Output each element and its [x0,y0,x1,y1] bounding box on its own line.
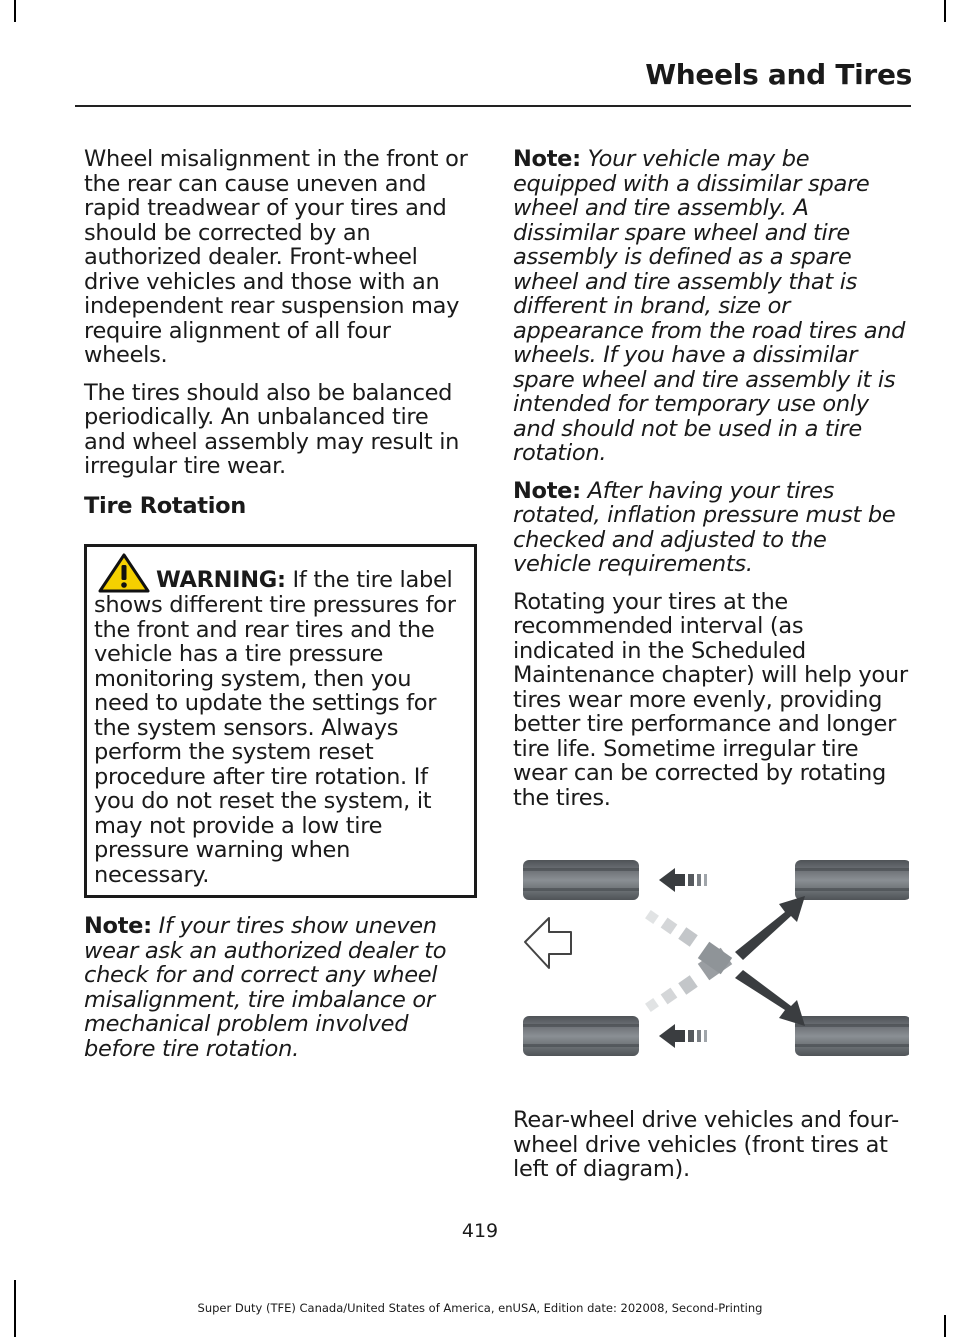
paragraph-rotating: Rotating your tires at the recommended interval (as indicated in the Scheduled Maintenance chapter) will help your tires wear more evenly, providing better tire performance and longer tire life. Sometime irregular tire wear can be corrected by rotating the tires. [513,588,908,811]
crop-mark-top-right [944,0,946,22]
paragraph-balance: The tires should also be balanced periodically. An unbalanced tire and wheel assembly may result in irregular tire wear. [84,379,460,479]
note-inflation [513,479,909,577]
arrow-cross-trails [645,910,732,1012]
tire-rear-left [795,860,909,900]
note-label: Note: [513,146,581,172]
tire-front-right [523,1016,639,1056]
warning-box [84,544,477,898]
paragraph-misalignment: Wheel misalignment in the front or the rear can cause uneven and rapid treadwear of your tires and should be corrected by an authorized dealer. Front-wheel drive vehicles and those with an independent rear suspension may require alignment of all four wheels. [84,146,468,368]
arrow-top-rear-to-front [659,868,707,892]
section-heading: Tire Rotation [84,492,247,519]
warning-triangle-icon [98,553,150,593]
page-number: 419 [461,1220,499,1242]
note-uneven-wear [84,914,474,1061]
crop-mark-bottom-right [944,1315,946,1337]
arrow-diagonal-up [735,896,805,960]
note-dissimilar-spare [513,147,909,466]
note-text: After having your tires rotated, inflation pressure must be checked and adjusted to the vehicle requirements. [513,477,896,577]
arrow-bottom-rear-to-front [659,1024,707,1048]
tire-rear-right [795,1016,909,1056]
vehicle-direction-arrow-icon [525,918,571,968]
tire-rotation-diagram [513,850,909,1080]
crop-mark-top-left [14,0,16,22]
note-label: Note: [513,477,581,504]
left-column [84,147,474,1074]
page-title: Wheels and Tires [645,58,912,91]
note-text: Your vehicle may be equipped with a dissimilar spare wheel and tire assembly. A dissimilar spare wheel and tire assembly is defined as a spare wheel and tire assembly that is different in brand, size or appearance from the road tires and wheels. If you have a dissimilar spare wheel and tire assembly it is intended for temporary use only and should not be used in a tire rotation. [513,146,906,466]
note-text: If your tires show uneven wear ask an authorized dealer to check for and correct any wheel misalignment, tire imbalance or mechanical problem involved before tire rotation. [84,913,447,1062]
note-label: Note: [84,913,152,939]
header-rule [75,105,911,107]
arrow-diagonal-down [735,970,805,1026]
warning-label: WARNING: [156,567,286,593]
right-column [513,147,909,1195]
diagram-caption: Rear-wheel drive vehicles and four-wheel drive vehicles (front tires at left of diagram). [513,1107,899,1182]
footer-edition: Super Duty (TFE) Canada/United States of America, enUSA, Edition date: 202008, Second-Printing [197,1301,763,1315]
warning-text: If the tire label shows different tire pressures for the front and rear tires and the vehicle has a tire pressure monitoring system, then you need to update the settings for the system sensors. Always perform the system reset procedure after tire rotation. If you do not reset the system, it may not provide a low tire pressure warning when necessary. [94,567,456,888]
tire-front-left [523,860,639,900]
